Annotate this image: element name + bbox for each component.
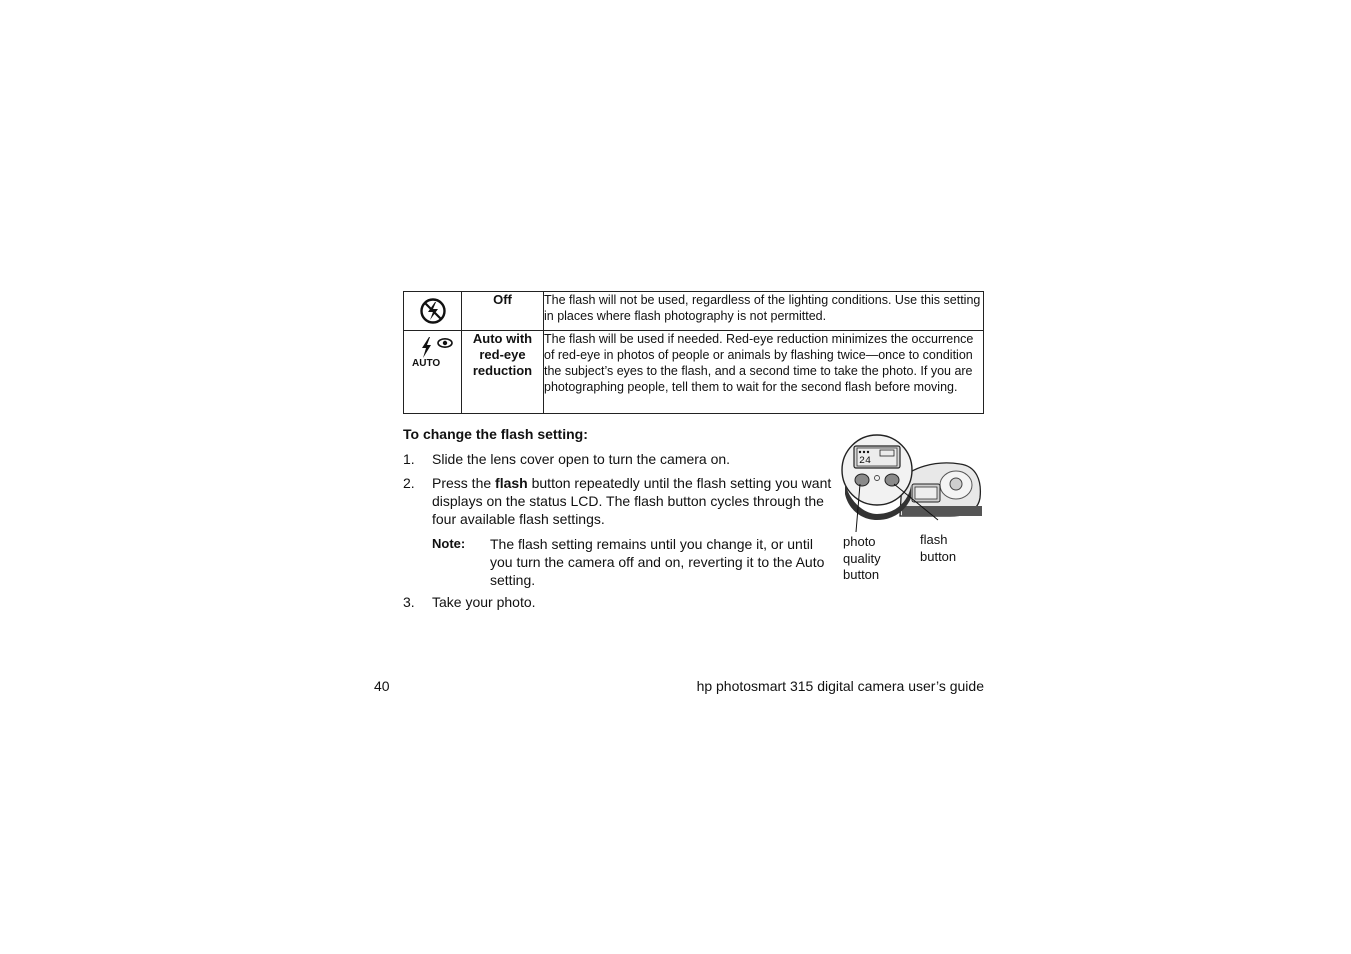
page-number: 40 (374, 678, 390, 694)
caption-line: flash (920, 532, 948, 547)
section-heading: To change the flash setting: (403, 426, 588, 442)
step-text-bold: flash (495, 475, 528, 491)
step-number: 3. (403, 594, 415, 610)
note-text: The flash setting remains until you change it, or until you turn the camera off and on, reverting it to the Auto setting. (490, 536, 825, 588)
auto-label: AUTO (412, 358, 441, 369)
caption-line: button (920, 548, 957, 564)
setting-name (462, 331, 544, 414)
flash-auto-red-eye-icon (404, 331, 461, 371)
lcd-digits: 24 (859, 456, 872, 467)
step-number: 2. (403, 475, 415, 491)
camera-figure (840, 428, 985, 588)
table-row (404, 292, 984, 331)
caption-line: button (843, 567, 880, 582)
setting-name-line: red-eye (479, 347, 526, 362)
step-text (432, 474, 832, 528)
setting-name-line: Auto with (472, 331, 533, 346)
note-label: Note: (432, 536, 466, 551)
setting-description: The flash will be used if needed. Red-eye reduction minimizes the occurrence of red-eye in photos of people or animals by flashing twice—once to condition the subject’s eyes to the flash, and a second time to take the photo. If you are photographing people, tell them to wait for the second flash before moving. (544, 331, 984, 414)
flash-off-icon (404, 292, 461, 330)
photo-quality-caption (843, 534, 881, 584)
step-text: Slide the lens cover open to turn the camera on. (432, 451, 731, 467)
flash-button-caption (920, 532, 956, 565)
camera-illustration (840, 428, 985, 533)
table-row (404, 331, 984, 414)
icon-cell (404, 292, 462, 331)
setting-description: The flash will not be used, regardless of the lighting conditions. Use this setting in places where flash photography is not permitted. (544, 292, 984, 331)
caption-line: photo (843, 534, 876, 549)
step-text: Take your photo. (432, 594, 536, 610)
icon-cell (404, 331, 462, 414)
step-text-post: button repeatedly until the flash setting you want displays on the status LCD. The flash button cycles through the four available flash settings. (432, 475, 832, 527)
flash-settings-table (403, 291, 984, 414)
caption-line: quality (843, 550, 881, 566)
footer-title: hp photosmart 315 digital camera user’s guide (696, 678, 984, 694)
setting-name: Off (462, 292, 544, 331)
step-text-pre: Press the (432, 475, 496, 491)
setting-name-line: reduction (472, 363, 533, 378)
step-number: 1. (403, 451, 415, 467)
